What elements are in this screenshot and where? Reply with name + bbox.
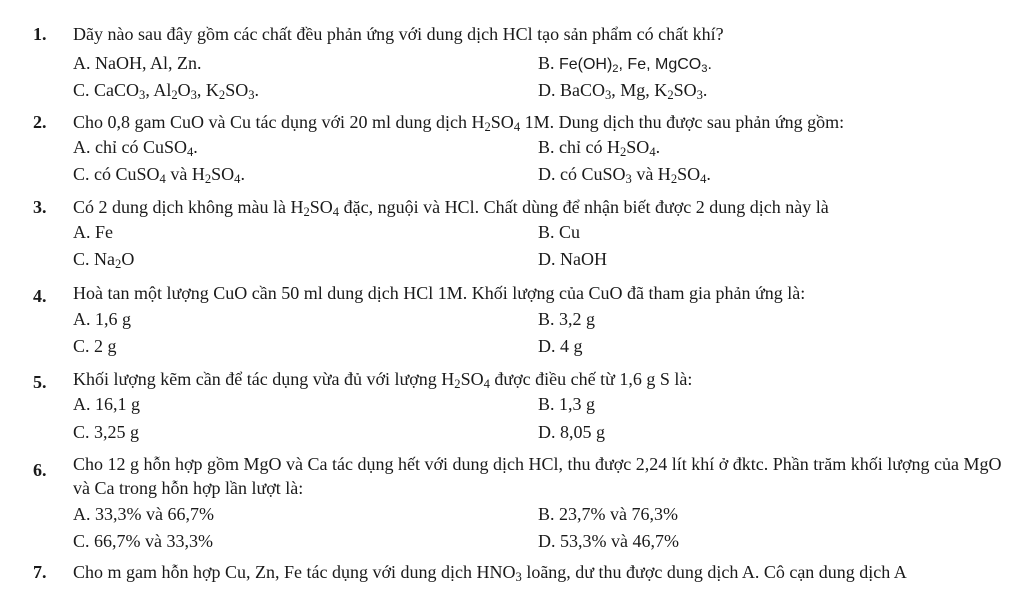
option-label: A. xyxy=(73,309,91,329)
option-label: D. xyxy=(538,80,556,100)
option-label: D. xyxy=(538,249,556,269)
option-label: A. xyxy=(73,53,91,73)
option-a xyxy=(73,51,202,75)
question-text: Cho 0,8 gam CuO và Cu tác dụng với 20 ml dung dịch $H_2SO_4$ 1M. Dung dịch thu được sau phản ứng gồm: xyxy=(73,112,845,135)
option-label: D. xyxy=(538,531,556,551)
option-d xyxy=(538,334,583,358)
option-label: C. xyxy=(73,164,90,184)
option-value: 23,7% và 76,3% xyxy=(559,504,678,524)
option-value: 4 g xyxy=(560,336,583,356)
question-text: Dãy nào sau đây gồm các chất đều phản ứng với dung dịch HCl tạo sản phẩm có chất khí? xyxy=(73,24,724,44)
option-label: B. xyxy=(538,222,555,242)
option-a xyxy=(73,220,113,244)
option-a xyxy=(73,307,131,331)
option-c xyxy=(73,247,134,271)
option-b xyxy=(538,392,595,416)
option-a xyxy=(73,392,140,416)
option-label: C. xyxy=(73,531,90,551)
question-number: 4. xyxy=(33,286,47,306)
option-b xyxy=(538,220,580,244)
option-value: 16,1 g xyxy=(95,394,140,414)
question-number: 7. xyxy=(33,562,47,582)
option-value: 53,3% và 46,7% xyxy=(560,531,679,551)
option-label: D. xyxy=(538,422,556,442)
option-label: C. xyxy=(73,422,90,442)
option-label: C. xyxy=(73,336,90,356)
option-value: có CuSO$_4$ và $H_2SO_4$. xyxy=(94,164,245,187)
option-value: 1,3 g xyxy=(559,394,596,414)
option-d xyxy=(538,162,711,186)
option-value: 3,25 g xyxy=(94,422,140,442)
option-b xyxy=(538,51,712,77)
option-label: A. xyxy=(73,504,91,524)
option-label: B. xyxy=(538,53,555,73)
option-c xyxy=(73,529,213,553)
option-value: Fe xyxy=(95,222,113,242)
option-label: A. xyxy=(73,222,91,242)
option-label: D. xyxy=(538,164,556,184)
question-number: 1. xyxy=(33,24,47,44)
question-number: 2. xyxy=(33,112,47,132)
option-label: C. xyxy=(73,249,90,269)
option-a xyxy=(73,135,198,159)
question-text: Cho m gam hỗn hợp Cu, Zn, Fe tác dụng với dung dịch $HNO_3$ loãng, dư thu được dung dịch A. Cô cạn dung dịch A xyxy=(73,562,907,585)
option-c xyxy=(73,334,117,358)
option-value: 2 g xyxy=(94,336,117,356)
option-label: A. xyxy=(73,394,91,414)
option-value: 33,3% và 66,7% xyxy=(95,504,214,524)
option-d xyxy=(538,529,679,553)
option-d xyxy=(538,247,607,271)
option-value: NaOH, Al, Zn. xyxy=(95,53,202,73)
question-text: Hoà tan một lượng CuO cần 50 ml dung dịch HCl 1M. Khối lượng của CuO đã tham gia phản ứng là: xyxy=(73,283,806,303)
option-value: $Fe(OH)_2$, Fe, MgCO$_3$. xyxy=(558,56,712,75)
option-label: D. xyxy=(538,336,556,356)
option-d xyxy=(538,78,707,102)
option-label: A. xyxy=(73,137,91,157)
option-c xyxy=(73,420,139,444)
option-label: B. xyxy=(538,309,555,329)
option-b xyxy=(538,502,678,526)
question-text: Khối lượng kẽm cần để tác dụng vừa đủ với lượng $H_2SO_4$ được điều chế từ 1,6 g S là: xyxy=(73,369,693,392)
option-value: 3,2 g xyxy=(559,309,596,329)
option-b xyxy=(538,135,660,159)
question-number: 6. xyxy=(33,460,47,480)
option-value: BaCO$_3$, Mg, $K_2SO_3$. xyxy=(560,80,708,103)
question-text: Có 2 dung dịch không màu là $H_2SO_4$ đặc, nguội và HCl. Chất dùng để nhận biết được 2 dung dịch này là xyxy=(73,197,829,220)
question-text: Cho 12 g hỗn hợp gồm MgO và Ca tác dụng hết với dung dịch HCl, thu được 2,24 lít khí ở đktc. Phần trăm khối lượng của MgO và Ca trong hỗn hợp lần lượt là: xyxy=(73,454,1002,498)
option-value: chỉ có $H_2SO_4$. xyxy=(559,137,661,160)
option-value: 1,6 g xyxy=(95,309,131,329)
option-label: C. xyxy=(73,80,90,100)
option-value: Cu xyxy=(559,222,581,242)
option-value: 8,05 g xyxy=(560,422,605,442)
option-value: CaCO$_3$, $Al_2O_3$, $K_2SO_3$. xyxy=(94,80,260,103)
option-value: có CuSO$_3$ và $H_2SO_4$. xyxy=(560,164,711,187)
option-a xyxy=(73,502,214,526)
option-c xyxy=(73,162,245,186)
option-label: B. xyxy=(538,504,555,524)
option-value: $Na_2O$ xyxy=(94,249,135,272)
question-number: 3. xyxy=(33,197,47,217)
option-value: 66,7% và 33,3% xyxy=(94,531,213,551)
option-label: B. xyxy=(538,394,555,414)
option-label: B. xyxy=(538,137,555,157)
option-value: chỉ có CuSO$_4$. xyxy=(95,137,198,160)
question-number: 5. xyxy=(33,372,47,392)
question-7 xyxy=(0,556,1024,590)
option-value: NaOH xyxy=(560,249,607,269)
option-d xyxy=(538,420,605,444)
option-c xyxy=(73,78,259,102)
option-b xyxy=(538,307,595,331)
